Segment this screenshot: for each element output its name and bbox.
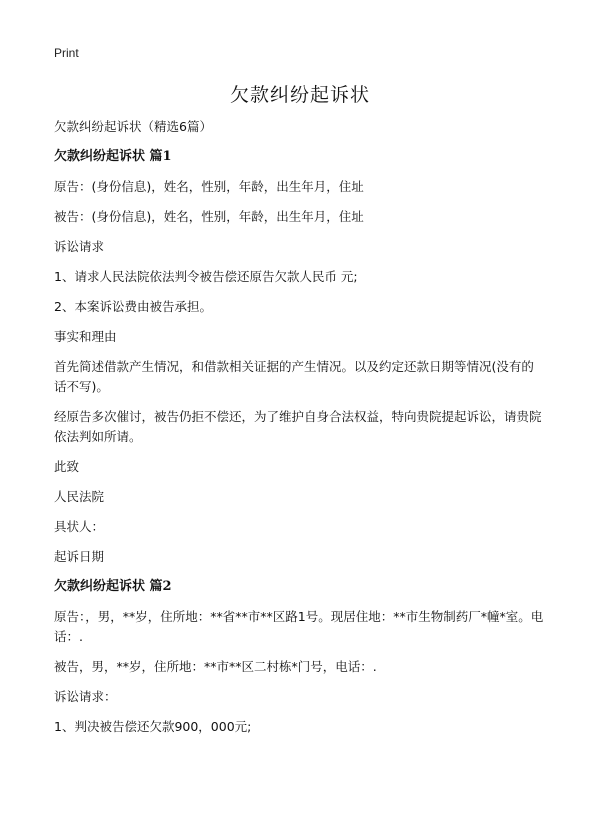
page-title: 欠款纠纷起诉状: [229, 84, 370, 106]
facts-paragraph: 经原告多次催讨，被告仍拒不偿还，为了维护自身合法权益，特向贵院提起诉讼，请贵院依法判如所请。: [54, 409, 542, 444]
claim-item: 2、本案诉讼费由被告承担。: [54, 299, 212, 314]
section-heading-text: 欠款纠纷起诉状: [54, 579, 146, 594]
facts-label: 事实和理由: [54, 329, 117, 344]
signer-label: 具状人：: [54, 519, 105, 534]
plaintiff-info: 原告：(身份信息)，姓名，性别，年龄，出生年月，住址: [54, 179, 364, 194]
document-body: [54, 117, 546, 747]
court-name: 人民法院: [54, 489, 105, 504]
claims-label: 诉讼请求：: [54, 689, 117, 704]
closing-text: 此致: [54, 459, 80, 474]
claim-item: 1、请求人民法院依法判令被告偿还原告欠款人民币 元;: [54, 269, 358, 284]
section-heading-1: [54, 147, 546, 167]
section-heading-suffix: 篇2: [149, 579, 172, 594]
filing-date-label: 起诉日期: [54, 549, 105, 564]
facts-paragraph: 首先简述借款产生情况，和借款相关证据的产生情况。以及约定还款日期等情况(没有的话不写)。: [54, 359, 534, 394]
plaintiff-info: 原告：，男，**岁，住所地：**省**市**区路1号。现居住地：**市生物制药厂*幢*室。电话：.: [54, 609, 544, 644]
defendant-info: 被告，男，**岁，住所地：**市**区二村栋*门号，电话：.: [54, 659, 377, 674]
section-heading-suffix: 篇1: [149, 149, 172, 164]
print-label: Print: [54, 46, 79, 60]
document-subtitle: 欠款纠纷起诉状（精选6篇）: [54, 119, 212, 134]
claim-item: 1、判决被告偿还欠款900，000元;: [54, 719, 252, 734]
section-heading-text: 欠款纠纷起诉状: [54, 149, 146, 164]
defendant-info: 被告：(身份信息)，姓名，性别，年龄，出生年月，住址: [54, 209, 364, 224]
section-heading-2: [54, 577, 546, 597]
claims-label: 诉讼请求: [54, 239, 105, 254]
